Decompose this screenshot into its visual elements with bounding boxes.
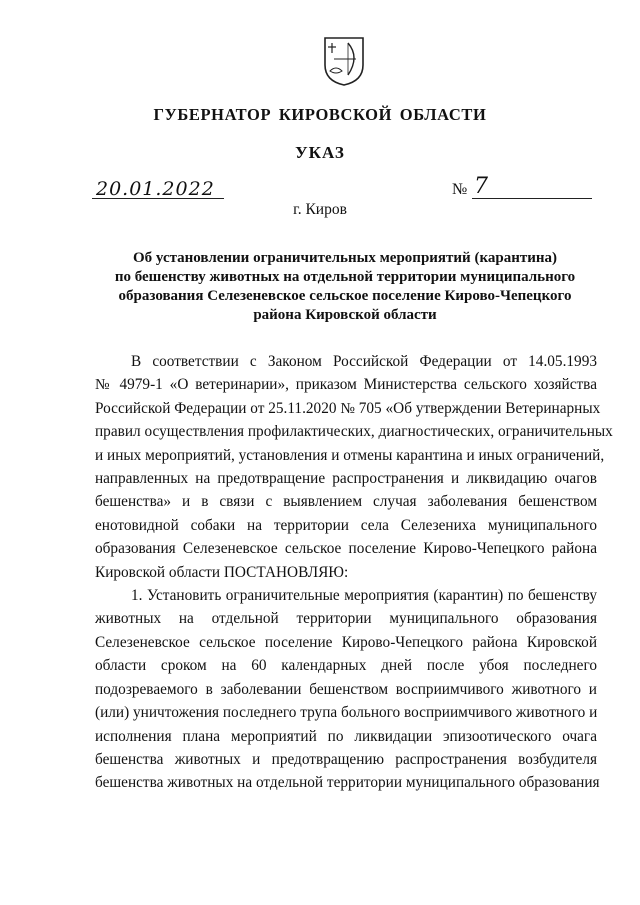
body-line: Кировской области ПОСТАНОВЛЯЮ: — [95, 563, 349, 581]
body-line: Российской Федерации от 25.11.2020 № 705 «Об утверждении Ветеринарных — [95, 399, 601, 417]
document-number: 7 — [474, 174, 488, 199]
body-line: енотовидной собаки на территории села Селезениха муниципального — [95, 516, 597, 534]
body-line: направленных на предотвращение распространения и ликвидацию очагов — [95, 470, 597, 488]
number-label: № — [452, 181, 468, 198]
date-underline — [92, 198, 224, 199]
title-line: по бешенству животных на отдельной территории муниципального — [114, 269, 576, 285]
document-title — [100, 249, 590, 325]
body-line: 1. Установить ограничительные мероприятия (карантин) по бешенству — [131, 587, 597, 605]
body-line: В соответствии с Законом Российской Федерации от 14.05.1993 — [131, 353, 597, 370]
body-line: подозреваемого в заболевании бешенством восприимчивого животного и — [95, 680, 597, 698]
city: г. Киров — [293, 201, 347, 218]
document-date: 20.01.2022 — [96, 178, 215, 200]
body-line: бешенства» и в связи с выявлением случая заболевания бешенством — [95, 493, 597, 511]
body-line: и иных мероприятий, установления и отмены карантина и иных ограничений, — [95, 446, 605, 464]
document-type: УКАЗ — [295, 143, 345, 162]
body-line: Селезеневское сельское поселение Кирово-Чепецкого района Кировской — [95, 633, 597, 651]
title-line: Об установлении ограничительных мероприятий (карантина) — [132, 250, 557, 266]
body-line: бешенства животных и предотвращению распространения возбудителя — [95, 750, 597, 768]
number-underline — [472, 198, 592, 199]
issuing-authority: ГУБЕРНАТОР КИРОВСКОЙ ОБЛАСТИ — [153, 105, 487, 124]
title-line: образования Селезеневское сельское поселение Кирово-Чепецкого — [118, 288, 572, 304]
coat-of-arms-emblem — [322, 35, 366, 87]
body-line: животных на отдельной территории муниципального образования — [95, 610, 597, 628]
body-line: образования Селезеневское сельское поселение Кирово-Чепецкого района — [95, 540, 597, 558]
document-body — [95, 350, 613, 795]
body-line: № 4979-1 «О ветеринарии», приказом Министерства сельского хозяйства — [95, 376, 597, 394]
body-line: области сроком на 60 календарных дней после убоя последнего — [95, 657, 597, 675]
title-line: района Кировской области — [253, 307, 437, 323]
body-line: (или) уничтожения последнего трупа больного восприимчивого животного и — [95, 704, 598, 722]
body-line: бешенства животных на отдельной территории муниципального образования — [95, 774, 600, 792]
body-line: правил осуществления профилактических, диагностических, ограничительных — [95, 423, 613, 441]
body-line: исполнения плана мероприятий по ликвидации эпизоотического очага — [95, 727, 597, 745]
